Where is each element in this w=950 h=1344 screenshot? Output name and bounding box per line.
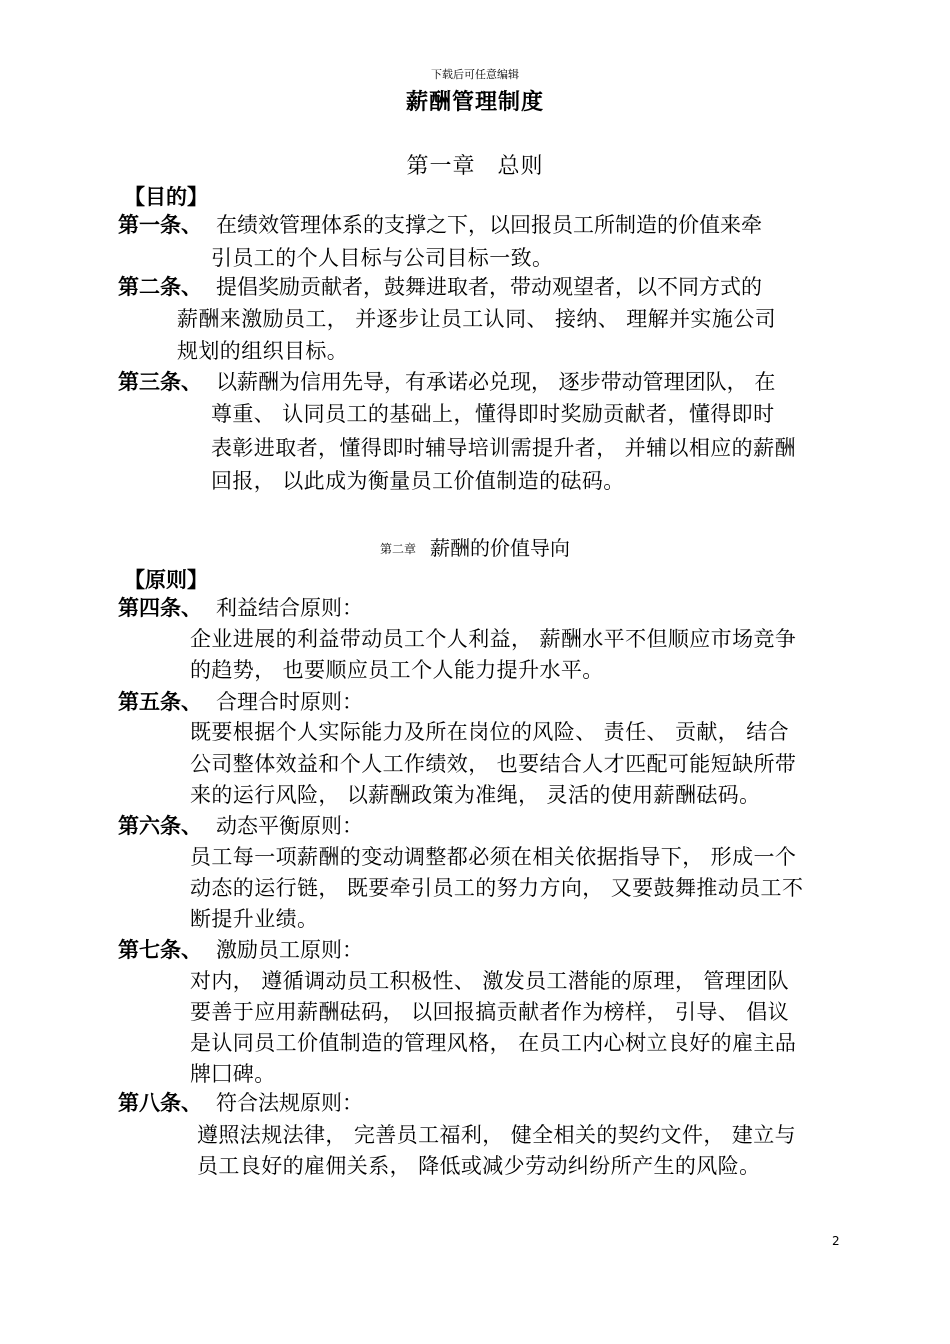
article-5-first-line [118, 686, 363, 718]
article-7-first-line [118, 934, 363, 966]
article-7-line-2: 要善于应用薪酬砝码， 以回报搞贡献者作为榜样， 引导、 倡议 [190, 1000, 790, 1024]
article-5-heading: 合理合时原则： [216, 690, 363, 714]
chapter-1-number: 第一章 [406, 154, 476, 179]
article-2-line-3: 规划的组织目标。 [177, 339, 349, 363]
article-7-line-4: 牌囗碑。 [190, 1062, 276, 1086]
chapter-2-name: 薪酬的价值导向 [430, 536, 570, 560]
article-3-label: 第三条、 [118, 370, 202, 394]
chapter-2-number: 第二章 [379, 542, 416, 556]
article-1-first-line [118, 209, 762, 241]
article-4-heading: 利益结合原则： [216, 596, 363, 620]
document-title: 薪酬管理制度 [405, 90, 544, 115]
section-principle: 【原则】 [124, 568, 208, 592]
article-4-label: 第四条、 [118, 596, 202, 620]
article-6-first-line [118, 810, 363, 842]
header-note: 下载后可任意编辑 [431, 68, 519, 81]
article-8-heading: 符合法规原则： [216, 1091, 363, 1115]
article-7-heading: 激励员工原则： [216, 938, 363, 962]
article-7-line-3: 是认同员工价值制造的管理风格， 在员工内心树立良好的雇主品 [190, 1031, 797, 1055]
article-5-line-3: 来的运行风险， 以薪酬政策为准绳， 灵活的使用薪酬砝码。 [190, 783, 761, 807]
article-3-first-line [118, 366, 775, 398]
article-1-line-1: 在绩效管理体系的支撑之下，以回报员工所制造的价值来牵 [216, 213, 762, 237]
article-5-label: 第五条、 [118, 690, 202, 714]
article-4-first-line [118, 592, 363, 624]
page-number: 2 [832, 1234, 840, 1248]
article-6-heading: 动态平衡原则： [216, 814, 363, 838]
article-2-line-1: 提倡奖励贡献者，鼓舞进取者，带动观望者，以不同方式的 [216, 275, 762, 299]
article-8-line-1: 遵照法规法律， 完善员工福利， 健全相关的契约文件， 建立与 [197, 1123, 797, 1147]
article-5-line-2: 公司整体效益和个人工作绩效， 也要结合人才匹配可能短缺所带 [190, 752, 797, 776]
article-5-line-1: 既要根据个人实际能力及所在岗位的风险、 责任、 贡献， 结合 [190, 720, 790, 744]
article-7-line-1: 对内， 遵循调动员工积极性、 激发员工潜能的原理， 管理团队 [190, 969, 790, 993]
chapter-1-name: 总则 [497, 154, 544, 179]
article-6-line-2: 动态的运行链， 既要牵引员工的努力方向， 又要鼓舞推动员工不 [190, 876, 804, 900]
article-8-line-2: 员工良好的雇佣关系， 降低或减少劳动纠纷所产生的风险。 [197, 1154, 761, 1178]
article-2-line-2: 薪酬来激励员工， 并逐步让员工认同、 接纳、 理解并实施公司 [177, 307, 777, 331]
article-6-line-1: 员工每一项薪酬的变动调整都必须在相关依据指导下， 形成一个 [190, 845, 797, 869]
article-2-label: 第二条、 [118, 275, 202, 299]
article-3-line-4: 回报， 以此成为衡量员工价值制造的砝码。 [211, 469, 625, 493]
article-4-line-2: 的趋势， 也要顺应员工个人能力提升水平。 [190, 658, 604, 682]
article-1-label: 第一条、 [118, 213, 202, 237]
article-8-first-line [118, 1087, 363, 1119]
article-6-label: 第六条、 [118, 814, 202, 838]
article-2-first-line [118, 271, 762, 303]
section-purpose: 【目的】 [124, 185, 208, 209]
chapter-2-heading [0, 532, 950, 561]
chapter-1-heading [0, 149, 950, 180]
article-3-line-3: 表彰进取者，懂得即时辅导培训需提升者， 并辅以相应的薪酬 [211, 436, 796, 460]
article-4-line-1: 企业进展的利益带动员工个人利益， 薪酬水平不但顺应市场竞争 [190, 627, 797, 651]
article-8-label: 第八条、 [118, 1091, 202, 1115]
article-1-line-2: 引员工的个人目标与公司目标一致。 [211, 246, 554, 270]
article-3-line-2: 尊重、 认同员工的基础上，懂得即时奖励贡献者，懂得即时 [211, 402, 775, 426]
article-6-line-3: 断提升业绩。 [190, 907, 319, 931]
article-7-label: 第七条、 [118, 938, 202, 962]
article-3-line-1: 以薪酬为信用先导，有承诺必兑现， 逐步带动管理团队， 在 [216, 370, 776, 394]
